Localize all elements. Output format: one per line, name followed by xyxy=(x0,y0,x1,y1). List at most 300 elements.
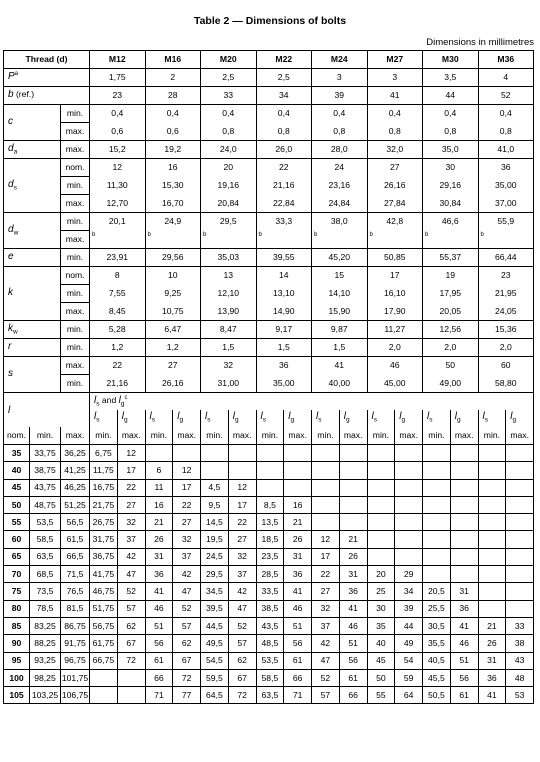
ls-symbol: l xyxy=(482,411,485,423)
length-row xyxy=(4,462,534,479)
lg-max-value: 67 xyxy=(228,669,256,686)
lg-max-value xyxy=(284,479,312,496)
lg-max-value xyxy=(339,514,367,531)
ls-subscript: s xyxy=(151,416,156,424)
dimension-row xyxy=(4,159,534,177)
ls-min-value: 9,5 xyxy=(201,496,229,513)
ls-min-value xyxy=(478,462,506,479)
value-cell: 58,80 xyxy=(478,375,534,393)
lg-symbol: l xyxy=(232,411,236,423)
value-cell: 8 xyxy=(90,267,146,285)
lg-max-value: 17 xyxy=(117,462,145,479)
length-min: 63,5 xyxy=(30,548,61,565)
dimension-row xyxy=(4,303,534,321)
thread-label-text: Thread (d) xyxy=(25,54,68,64)
dimension-row xyxy=(4,105,534,123)
ls-min-value xyxy=(478,445,506,462)
lg-max-value: 42 xyxy=(228,583,256,600)
ls-min-value xyxy=(256,445,284,462)
value-cell: 20,05 xyxy=(423,303,479,321)
value-cell: 11,30 xyxy=(90,177,146,195)
dimension-row xyxy=(4,231,534,249)
lg-max-value xyxy=(506,531,534,548)
dimension-row xyxy=(4,249,534,267)
lg-max-value: 72 xyxy=(228,687,256,704)
value-cell: 15,30 xyxy=(145,177,201,195)
lg-symbol: l xyxy=(288,411,291,423)
ls-subscript: s xyxy=(484,416,489,424)
ls-min-value: 46,75 xyxy=(90,583,118,600)
length-min: 53,5 xyxy=(30,514,61,531)
dimension-symbol: d xyxy=(8,179,14,191)
footnote-ref: b xyxy=(423,231,479,249)
ls-column-symbol xyxy=(256,410,284,427)
lg-max-value: 12 xyxy=(173,462,201,479)
value-cell: 8,47 xyxy=(201,321,257,339)
value-cell: 10 xyxy=(145,267,201,285)
ls-min-value: 43,5 xyxy=(256,617,284,634)
value-cell: 0,4 xyxy=(145,105,201,123)
lg-column-symbol xyxy=(339,410,367,427)
value-cell: 0,8 xyxy=(312,123,368,141)
length-min: 78,5 xyxy=(30,600,61,617)
value-cell: 23,16 xyxy=(312,177,368,195)
value-cell: 0,8 xyxy=(256,123,312,141)
lg-max-value: 34 xyxy=(395,583,423,600)
lg-max-value: 67 xyxy=(173,652,201,669)
ls-min-value: 36,75 xyxy=(90,548,118,565)
value-cell: 55,9 xyxy=(478,213,534,231)
dimension-row xyxy=(4,339,534,357)
lg-max-value xyxy=(450,531,478,548)
value-cell: 5,28 xyxy=(90,321,146,339)
length-row xyxy=(4,583,534,600)
length-row xyxy=(4,566,534,583)
lg-symbol: l xyxy=(399,411,402,423)
value-cell: 46 xyxy=(367,357,423,375)
ls-min-value: 30,5 xyxy=(423,617,451,634)
length-min: 38,75 xyxy=(30,462,61,479)
length-row xyxy=(4,531,534,548)
length-row xyxy=(4,548,534,565)
ls-min-value: 31 xyxy=(145,548,173,565)
ls-min-value xyxy=(367,548,395,565)
length-min: 103,25 xyxy=(30,687,61,704)
length-max: 41,25 xyxy=(61,462,90,479)
length-min: 68,5 xyxy=(30,566,61,583)
lg-max-value: 72 xyxy=(117,652,145,669)
lg-max-value xyxy=(228,462,256,479)
value-cell: 24,9 xyxy=(145,213,201,231)
lg-max-value xyxy=(395,548,423,565)
lg-max-value: 27 xyxy=(173,514,201,531)
ls-min-value xyxy=(423,479,451,496)
value-cell: 0,4 xyxy=(201,105,257,123)
value-cell: 22 xyxy=(256,159,312,177)
lg-max-value: 41 xyxy=(284,583,312,600)
ls-min-value xyxy=(423,566,451,583)
ls-min-value: 29,5 xyxy=(201,566,229,583)
limit-label: min. xyxy=(61,177,90,195)
length-min: 33,75 xyxy=(30,445,61,462)
lg-max-value: 39 xyxy=(395,600,423,617)
table-title: Table 2 — Dimensions of bolts xyxy=(193,15,347,27)
ls-min-value: 59,5 xyxy=(201,669,229,686)
lg-max-value xyxy=(173,445,201,462)
ls-min-value: 21,75 xyxy=(90,496,118,513)
lg-max-value: 71 xyxy=(284,687,312,704)
footnote-ref: b xyxy=(312,231,368,249)
ls-min-value: 21 xyxy=(478,617,506,634)
value-cell: 1,5 xyxy=(201,339,257,357)
value-cell: 20,1 xyxy=(90,213,146,231)
lg-max-value: 17 xyxy=(228,496,256,513)
value-cell: 6,47 xyxy=(145,321,201,339)
length-max: 96,75 xyxy=(61,652,90,669)
lg-max-value xyxy=(506,548,534,565)
lg-max-value: 51 xyxy=(450,652,478,669)
ls-min-value: 8,5 xyxy=(256,496,284,513)
limit-label: min. xyxy=(61,249,90,267)
value-cell: 44 xyxy=(423,87,479,105)
lg-max-value: 29 xyxy=(395,566,423,583)
ls-min-value xyxy=(423,462,451,479)
ls-symbol: l xyxy=(205,411,208,423)
ls-min-value: 66,75 xyxy=(90,652,118,669)
ls-min-value xyxy=(423,514,451,531)
lg-max-value: 32 xyxy=(117,514,145,531)
lg-max-value: 57 xyxy=(173,617,201,634)
length-min: 83,25 xyxy=(30,617,61,634)
lg-max-value: 47 xyxy=(173,583,201,600)
ls-min-value xyxy=(478,566,506,583)
units-note: Dimensions in millimetres xyxy=(426,37,534,48)
lg-max-value xyxy=(506,514,534,531)
length-max: 51,25 xyxy=(61,496,90,513)
lg-max-value xyxy=(506,566,534,583)
ls-column-symbol xyxy=(367,410,395,427)
lg-max-value: 21 xyxy=(284,514,312,531)
lg-max-value: 44 xyxy=(395,617,423,634)
lg-max-label: max. xyxy=(284,427,312,445)
dimension-row xyxy=(4,87,534,105)
value-cell: 36 xyxy=(256,357,312,375)
limit-label: nom. xyxy=(61,159,90,177)
and-text: and xyxy=(99,395,119,406)
value-cell: 2 xyxy=(145,69,201,87)
value-cell: 0,4 xyxy=(367,105,423,123)
lg-column-symbol xyxy=(395,410,423,427)
symbol-subscript: s xyxy=(13,184,17,192)
length-row xyxy=(4,687,534,704)
lg-max-value: 56 xyxy=(284,635,312,652)
lg-max-value xyxy=(450,445,478,462)
lg-column-symbol xyxy=(450,410,478,427)
ls-min-value xyxy=(312,496,340,513)
value-cell: 27,84 xyxy=(367,195,423,213)
value-cell: 30,84 xyxy=(423,195,479,213)
footnote-ref: b xyxy=(367,231,423,249)
lg-max-value xyxy=(395,514,423,531)
lg-max-value: 62 xyxy=(228,652,256,669)
length-row xyxy=(4,445,534,462)
nominal-length: 80 xyxy=(4,600,30,617)
lg-max-value: 31 xyxy=(284,548,312,565)
value-cell: 1,75 xyxy=(90,69,146,87)
length-min: 73,5 xyxy=(30,583,61,600)
value-cell: 13 xyxy=(201,267,257,285)
dimension-symbol-cell xyxy=(4,159,61,213)
ls-symbol: l xyxy=(371,411,374,423)
limit-label: max. xyxy=(61,303,90,321)
ls-min-value: 66 xyxy=(145,669,173,686)
value-cell: 0,6 xyxy=(90,123,146,141)
limit-label: max. xyxy=(61,123,90,141)
length-min: 88,25 xyxy=(30,635,61,652)
ls-min-label: min. xyxy=(90,427,118,445)
lg-max-value xyxy=(339,445,367,462)
ls-symbol: l xyxy=(94,395,97,407)
ls-column-symbol xyxy=(423,410,451,427)
ls-min-value xyxy=(367,479,395,496)
value-cell: 9,87 xyxy=(312,321,368,339)
ls-min-value: 20,5 xyxy=(423,583,451,600)
ls-min-value xyxy=(478,496,506,513)
ls-min-value xyxy=(312,445,340,462)
lg-max-value: 31 xyxy=(339,566,367,583)
ls-min-value: 52 xyxy=(312,669,340,686)
lg-max-value: 32 xyxy=(173,531,201,548)
lg-max-value xyxy=(506,445,534,462)
ls-min-value xyxy=(312,479,340,496)
ls-min-value xyxy=(478,600,506,617)
ls-symbol: l xyxy=(427,411,430,423)
value-cell: 27 xyxy=(367,159,423,177)
lg-column-symbol xyxy=(284,410,312,427)
lg-max-value: 36 xyxy=(450,600,478,617)
ls-min-value: 41 xyxy=(478,687,506,704)
ls-lg-heading xyxy=(90,393,534,411)
nominal-length: 40 xyxy=(4,462,30,479)
ls-min-label: min. xyxy=(201,427,229,445)
lg-max-value: 32 xyxy=(228,548,256,565)
value-cell: 30 xyxy=(423,159,479,177)
thread-size-m27: M27 xyxy=(367,51,423,69)
dimension-row xyxy=(4,195,534,213)
length-max: 56,5 xyxy=(61,514,90,531)
value-cell: 36 xyxy=(478,159,534,177)
ls-min-value: 36 xyxy=(145,566,173,583)
dimension-row xyxy=(4,123,534,141)
value-cell: 12,70 xyxy=(90,195,146,213)
symbol-subscript: w xyxy=(13,229,19,237)
dimension-row xyxy=(4,285,534,303)
length-max: 86,75 xyxy=(61,617,90,634)
ls-min-value: 13,5 xyxy=(256,514,284,531)
nominal-length: 100 xyxy=(4,669,30,686)
symbol-suffix: (ref.) xyxy=(13,89,35,100)
length-max: 66,5 xyxy=(61,548,90,565)
lg-max-value xyxy=(339,496,367,513)
lg-max-value: 66 xyxy=(284,669,312,686)
lg-max-value: 52 xyxy=(173,600,201,617)
value-cell: 0,8 xyxy=(367,123,423,141)
nominal-length: 55 xyxy=(4,514,30,531)
lg-max-value: 21 xyxy=(339,531,367,548)
ls-column-symbol xyxy=(90,410,118,427)
value-cell: 17 xyxy=(367,267,423,285)
ls-min-value: 51 xyxy=(145,617,173,634)
lg-max-value: 57 xyxy=(117,600,145,617)
ls-min-value: 36 xyxy=(478,669,506,686)
nom-label: nom. xyxy=(4,427,30,445)
ls-min-value: 12 xyxy=(312,531,340,548)
value-cell: 0,4 xyxy=(256,105,312,123)
lg-symbol: l xyxy=(510,411,513,423)
dimension-symbol-cell xyxy=(4,105,61,141)
ls-min-value xyxy=(478,514,506,531)
ls-min-value: 46 xyxy=(145,600,173,617)
value-cell: 34 xyxy=(256,87,312,105)
ls-min-value: 17 xyxy=(312,548,340,565)
length-row xyxy=(4,600,534,617)
lg-max-value: 48 xyxy=(506,669,534,686)
ls-min-value xyxy=(478,531,506,548)
footnote-ref: b xyxy=(90,231,146,249)
ls-min-value: 47 xyxy=(312,652,340,669)
ls-min-value: 31,75 xyxy=(90,531,118,548)
value-cell: 26,16 xyxy=(367,177,423,195)
ls-min-value: 6,75 xyxy=(90,445,118,462)
nominal-length: 70 xyxy=(4,566,30,583)
ls-symbol: l xyxy=(260,411,263,423)
nominal-length: 85 xyxy=(4,617,30,634)
lg-max-value xyxy=(339,479,367,496)
lg-max-value: 41 xyxy=(339,600,367,617)
lg-subscript: g xyxy=(290,416,295,424)
ls-min-value xyxy=(478,583,506,600)
ls-min-value xyxy=(256,462,284,479)
dimension-symbol-cell xyxy=(4,267,61,321)
dimension-symbol: c xyxy=(8,116,13,128)
ls-min-value: 26 xyxy=(145,531,173,548)
lg-subscript: g xyxy=(235,416,239,424)
dimension-symbol-cell xyxy=(4,69,90,87)
lg-max-value: 36 xyxy=(284,566,312,583)
value-cell: 40,00 xyxy=(312,375,368,393)
value-cell: 21,16 xyxy=(90,375,146,393)
value-cell: 28 xyxy=(145,87,201,105)
value-cell: 3 xyxy=(367,69,423,87)
value-cell: 20,84 xyxy=(201,195,257,213)
ls-min-value: 27 xyxy=(312,583,340,600)
lg-max-value: 37 xyxy=(117,531,145,548)
ls-min-value: 54,5 xyxy=(201,652,229,669)
lg-max-value: 49 xyxy=(395,635,423,652)
lg-max-value: 17 xyxy=(173,479,201,496)
limit-label: max. xyxy=(61,231,90,249)
value-cell: 24,0 xyxy=(201,141,257,159)
lg-max-value: 61 xyxy=(284,652,312,669)
lg-max-value xyxy=(395,479,423,496)
value-cell: 24 xyxy=(312,159,368,177)
value-cell: 38,0 xyxy=(312,213,368,231)
ls-min-value xyxy=(256,479,284,496)
lg-max-value: 56 xyxy=(450,669,478,686)
ls-min-value: 50,5 xyxy=(423,687,451,704)
dimension-row xyxy=(4,213,534,231)
ls-subscript: s xyxy=(96,416,100,424)
length-min: 93,25 xyxy=(30,652,61,669)
limit-label: max. xyxy=(61,357,90,375)
thread-size-m16: M16 xyxy=(145,51,201,69)
value-cell: 22,84 xyxy=(256,195,312,213)
lg-max-value: 38 xyxy=(506,635,534,652)
lg-max-value xyxy=(395,445,423,462)
value-cell: 33,3 xyxy=(256,213,312,231)
thread-size-m20: M20 xyxy=(201,51,257,69)
value-cell: 50,85 xyxy=(367,249,423,267)
lg-max-value xyxy=(506,479,534,496)
value-cell: 2,0 xyxy=(478,339,534,357)
ls-min-value: 58,5 xyxy=(256,669,284,686)
value-cell: 1,5 xyxy=(256,339,312,357)
ls-symbol: l xyxy=(149,411,152,423)
nominal-length: 105 xyxy=(4,687,30,704)
length-max: 71,5 xyxy=(61,566,90,583)
nominal-length: 90 xyxy=(4,635,30,652)
value-cell: 0,8 xyxy=(478,123,534,141)
lg-max-value: 22 xyxy=(173,496,201,513)
ls-min-value: 61,75 xyxy=(90,635,118,652)
dimension-symbol-cell xyxy=(4,87,90,105)
length-symbol-cell xyxy=(4,393,90,428)
lg-subscript: g xyxy=(346,416,350,424)
lg-symbol: l xyxy=(121,411,125,423)
length-min: 98,25 xyxy=(30,669,61,686)
lg-max-value: 61 xyxy=(339,669,367,686)
value-cell: 0,8 xyxy=(423,123,479,141)
lg-max-value: 57 xyxy=(228,635,256,652)
nominal-length: 45 xyxy=(4,479,30,496)
lg-max-value xyxy=(117,669,145,686)
ls-min-value: 64,5 xyxy=(201,687,229,704)
lg-max-value xyxy=(395,462,423,479)
dimension-symbol: k xyxy=(8,323,13,335)
value-cell: 0,8 xyxy=(201,123,257,141)
ls-min-value xyxy=(367,514,395,531)
lg-max-value: 31 xyxy=(450,583,478,600)
lg-max-value xyxy=(506,496,534,513)
dimension-symbol: d xyxy=(8,143,14,155)
nominal-length: 50 xyxy=(4,496,30,513)
ls-symbol: l xyxy=(94,411,97,423)
value-cell: 55,37 xyxy=(423,249,479,267)
ls-min-value xyxy=(423,496,451,513)
lg-max-value: 37 xyxy=(228,566,256,583)
ls-min-value: 34,5 xyxy=(201,583,229,600)
value-cell: 8,45 xyxy=(90,303,146,321)
lg-max-value: 27 xyxy=(117,496,145,513)
ls-min-value xyxy=(367,462,395,479)
value-cell: 14 xyxy=(256,267,312,285)
value-cell: 41,0 xyxy=(478,141,534,159)
dimension-symbol-cell xyxy=(4,213,61,249)
lg-max-value: 16 xyxy=(284,496,312,513)
dimension-symbol-cell xyxy=(4,339,61,357)
value-cell: 45,00 xyxy=(367,375,423,393)
value-cell: 45,20 xyxy=(312,249,368,267)
